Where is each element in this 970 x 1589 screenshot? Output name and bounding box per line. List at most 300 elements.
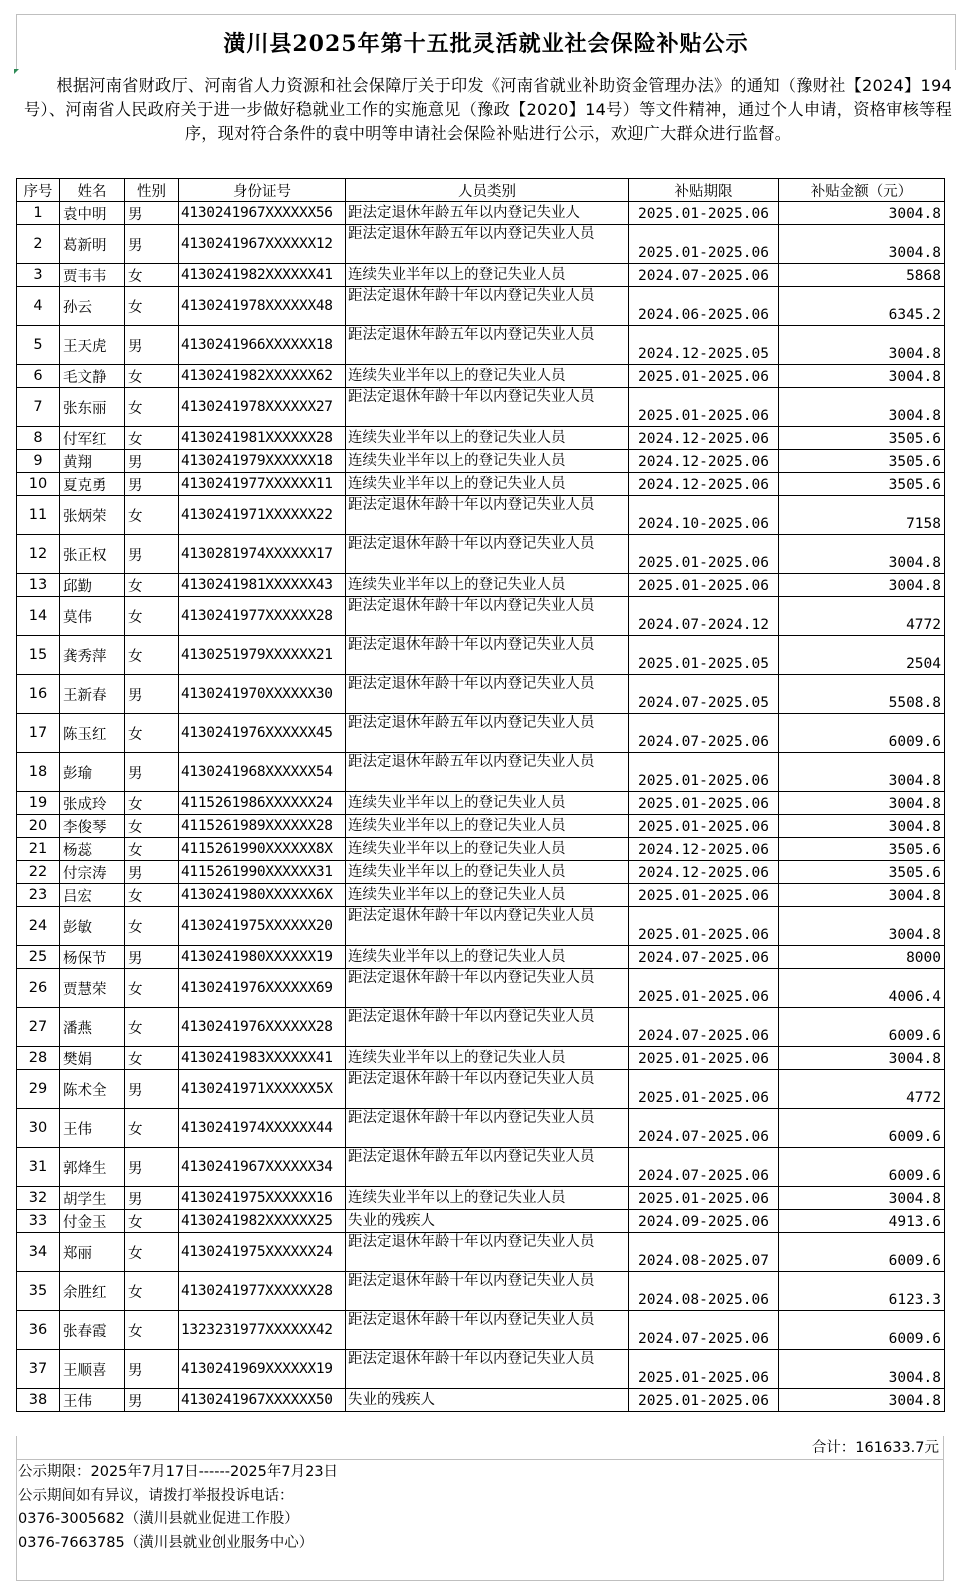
row-number: 18 — [17, 753, 60, 792]
person-category: 距法定退休年龄十年以内登记失业人员 — [346, 287, 629, 326]
gender: 男 — [125, 225, 179, 264]
table-row — [17, 597, 945, 636]
person-category: 距法定退休年龄五年以内登记失业人员 — [346, 326, 629, 365]
id-number: 4130241980XXXXXX6X — [179, 884, 346, 907]
person-category: 距法定退休年龄十年以内登记失业人员 — [346, 907, 629, 946]
subsidy-amount: 3505.6 — [779, 861, 945, 884]
id-number: 4130241976XXXXXX45 — [179, 714, 346, 753]
table-row — [17, 675, 945, 714]
subsidy-period: 2025.01-2025.06 — [629, 574, 779, 597]
subsidy-period: 2025.01-2025.06 — [629, 1070, 779, 1109]
gender: 女 — [125, 907, 179, 946]
subsidy-period: 2024.07-2025.05 — [629, 675, 779, 714]
table-row — [17, 287, 945, 326]
person-category: 失业的残疾人 — [346, 1389, 629, 1412]
id-number: 4130241966XXXXXX18 — [179, 326, 346, 365]
id-number: 4115261989XXXXXX28 — [179, 815, 346, 838]
subsidy-amount: 6345.2 — [779, 287, 945, 326]
person-name: 夏克勇 — [60, 473, 125, 496]
table-body — [17, 202, 945, 1412]
id-number: 4130241967XXXXXX50 — [179, 1389, 346, 1412]
subsidy-amount: 8000 — [779, 946, 945, 969]
gender: 女 — [125, 496, 179, 535]
subsidy-amount: 5508.8 — [779, 675, 945, 714]
person-name: 孙云 — [60, 287, 125, 326]
id-number: 4130241967XXXXXX56 — [179, 202, 346, 225]
id-number: 4115261990XXXXXX8X — [179, 838, 346, 861]
person-category: 连续失业半年以上的登记失业人员 — [346, 946, 629, 969]
table-row — [17, 1389, 945, 1412]
subsidy-period: 2024.09-2025.06 — [629, 1210, 779, 1233]
gender: 女 — [125, 636, 179, 675]
table-row — [17, 792, 945, 815]
table-row — [17, 1272, 945, 1311]
id-number: 4130241976XXXXXX69 — [179, 969, 346, 1008]
id-number: 4130251979XXXXXX21 — [179, 636, 346, 675]
person-category: 连续失业半年以上的登记失业人员 — [346, 427, 629, 450]
row-number: 19 — [17, 792, 60, 815]
subsidy-amount: 3505.6 — [779, 427, 945, 450]
id-number: 4130241977XXXXXX28 — [179, 1272, 346, 1311]
gender: 女 — [125, 1210, 179, 1233]
id-number: 4130241980XXXXXX19 — [179, 946, 346, 969]
person-category: 失业的残疾人 — [346, 1210, 629, 1233]
person-name: 付金玉 — [60, 1210, 125, 1233]
gender: 女 — [125, 287, 179, 326]
header-period: 补贴期限 — [629, 179, 779, 202]
person-category: 连续失业半年以上的登记失业人员 — [346, 884, 629, 907]
person-name: 李俊琴 — [60, 815, 125, 838]
subsidy-period: 2025.01-2025.06 — [629, 1047, 779, 1070]
id-number: 4130281974XXXXXX17 — [179, 535, 346, 574]
id-number: 4130241970XXXXXX30 — [179, 675, 346, 714]
person-name: 张成玲 — [60, 792, 125, 815]
gender: 女 — [125, 1272, 179, 1311]
subsidy-amount: 4772 — [779, 1070, 945, 1109]
row-number: 11 — [17, 496, 60, 535]
subsidy-amount: 3004.8 — [779, 365, 945, 388]
id-number: 4130241979XXXXXX18 — [179, 450, 346, 473]
table-row — [17, 574, 945, 597]
subsidy-amount: 3004.8 — [779, 884, 945, 907]
person-category: 距法定退休年龄五年以内登记失业人员 — [346, 753, 629, 792]
id-number: 4130241968XXXXXX54 — [179, 753, 346, 792]
gender: 女 — [125, 714, 179, 753]
subsidy-period: 2024.12-2025.05 — [629, 326, 779, 365]
id-number: 4130241982XXXXXX25 — [179, 1210, 346, 1233]
page-title: 潢川县2025年第十五批灵活就业社会保险补贴公示 — [16, 14, 956, 70]
row-number: 37 — [17, 1350, 60, 1389]
subsidy-amount: 2504 — [779, 636, 945, 675]
table-row — [17, 427, 945, 450]
id-number: 4130241982XXXXXX62 — [179, 365, 346, 388]
header-sex: 性别 — [125, 179, 179, 202]
person-name: 付军红 — [60, 427, 125, 450]
row-number: 17 — [17, 714, 60, 753]
person-name: 王伟 — [60, 1389, 125, 1412]
row-number: 21 — [17, 838, 60, 861]
id-number: 4130241967XXXXXX12 — [179, 225, 346, 264]
gender: 男 — [125, 535, 179, 574]
person-category: 距法定退休年龄十年以内登记失业人员 — [346, 1311, 629, 1350]
subsidy-amount: 3004.8 — [779, 388, 945, 427]
table-row — [17, 326, 945, 365]
subsidy-period: 2024.07-2025.06 — [629, 1311, 779, 1350]
subsidy-period: 2025.01-2025.06 — [629, 884, 779, 907]
person-name: 王顺喜 — [60, 1350, 125, 1389]
subsidy-amount: 3004.8 — [779, 1389, 945, 1412]
person-category: 连续失业半年以上的登记失业人员 — [346, 450, 629, 473]
gender: 女 — [125, 838, 179, 861]
person-name: 毛文静 — [60, 365, 125, 388]
table-row — [17, 1008, 945, 1047]
id-number: 4115261986XXXXXX24 — [179, 792, 346, 815]
row-number: 7 — [17, 388, 60, 427]
subsidy-period: 2024.07-2025.06 — [629, 264, 779, 287]
footer — [18, 1461, 948, 1555]
subsidy-amount: 6123.3 — [779, 1272, 945, 1311]
id-number: 4115261990XXXXXX31 — [179, 861, 346, 884]
gender: 女 — [125, 388, 179, 427]
id-number: 4130241974XXXXXX44 — [179, 1109, 346, 1148]
table-row — [17, 838, 945, 861]
subsidy-amount: 7158 — [779, 496, 945, 535]
table-row — [17, 636, 945, 675]
person-name: 莫伟 — [60, 597, 125, 636]
table-row — [17, 473, 945, 496]
row-number: 26 — [17, 969, 60, 1008]
id-number: 4130241971XXXXXX22 — [179, 496, 346, 535]
gender: 男 — [125, 326, 179, 365]
table-row — [17, 714, 945, 753]
row-number: 13 — [17, 574, 60, 597]
person-category: 距法定退休年龄五年以内登记失业人员 — [346, 714, 629, 753]
table-row — [17, 884, 945, 907]
row-number: 4 — [17, 287, 60, 326]
person-category: 距法定退休年龄十年以内登记失业人员 — [346, 496, 629, 535]
table-row — [17, 496, 945, 535]
row-number: 10 — [17, 473, 60, 496]
subsidy-period: 2025.01-2025.06 — [629, 753, 779, 792]
gender: 女 — [125, 884, 179, 907]
row-number: 25 — [17, 946, 60, 969]
person-name: 张春霞 — [60, 1311, 125, 1350]
table-row — [17, 946, 945, 969]
intro-paragraph: 根据河南省财政厅、河南省人力资源和社会保障厅关于印发《河南省就业补助资金管理办法》的通知（豫财社【2024】194号）、河南省人民政府关于进一步做好稳就业工作的实施意见（豫政【2020】14号）等文件精神，通过个人申请，资格审核等程序，现对符合条件的袁中明等申请社会保险补贴进行公示，欢迎广大群众进行监督。 — [24, 76, 952, 143]
row-number: 33 — [17, 1210, 60, 1233]
person-category: 连续失业半年以上的登记失业人员 — [346, 365, 629, 388]
table-row — [17, 815, 945, 838]
person-category: 距法定退休年龄十年以内登记失业人员 — [346, 1233, 629, 1272]
person-name: 贾慧荣 — [60, 969, 125, 1008]
row-number: 27 — [17, 1008, 60, 1047]
row-number: 15 — [17, 636, 60, 675]
gender: 女 — [125, 427, 179, 450]
person-category: 距法定退休年龄十年以内登记失业人员 — [346, 1350, 629, 1389]
gender: 女 — [125, 1008, 179, 1047]
person-name: 张正权 — [60, 535, 125, 574]
person-name: 葛新明 — [60, 225, 125, 264]
subsidy-period: 2024.12-2025.06 — [629, 473, 779, 496]
subsidy-period: 2025.01-2025.06 — [629, 1389, 779, 1412]
subsidy-amount: 4006.4 — [779, 969, 945, 1008]
subsidy-amount: 6009.6 — [779, 1109, 945, 1148]
row-number: 1 — [17, 202, 60, 225]
person-category: 连续失业半年以上的登记失业人员 — [346, 815, 629, 838]
person-name: 张东丽 — [60, 388, 125, 427]
row-number: 2 — [17, 225, 60, 264]
subsidy-period: 2025.01-2025.06 — [629, 969, 779, 1008]
subsidy-amount: 3004.8 — [779, 1187, 945, 1210]
person-name: 杨蕊 — [60, 838, 125, 861]
subsidy-amount: 3004.8 — [779, 815, 945, 838]
cell-comment-marker — [14, 69, 19, 74]
id-number: 4130241981XXXXXX43 — [179, 574, 346, 597]
person-category: 距法定退休年龄五年以内登记失业人员 — [346, 1148, 629, 1187]
objection-notice: 公示期间如有异议，请拨打举报投诉电话： — [18, 1487, 294, 1504]
subsidy-amount: 3004.8 — [779, 907, 945, 946]
subsidy-period: 2025.01-2025.06 — [629, 365, 779, 388]
gender: 男 — [125, 1389, 179, 1412]
table-row — [17, 1109, 945, 1148]
subsidy-amount: 3004.8 — [779, 225, 945, 264]
gender: 男 — [125, 473, 179, 496]
subsidy-amount: 6009.6 — [779, 1008, 945, 1047]
subsidy-period: 2025.01-2025.06 — [629, 815, 779, 838]
subsidy-amount: 3505.6 — [779, 838, 945, 861]
person-name: 付宗涛 — [60, 861, 125, 884]
person-name: 龚秀萍 — [60, 636, 125, 675]
person-name: 王天虎 — [60, 326, 125, 365]
subsidy-amount: 4772 — [779, 597, 945, 636]
person-category: 距法定退休年龄十年以内登记失业人员 — [346, 1109, 629, 1148]
row-number: 3 — [17, 264, 60, 287]
subsidy-period: 2025.01-2025.06 — [629, 388, 779, 427]
gender: 女 — [125, 1311, 179, 1350]
row-number: 9 — [17, 450, 60, 473]
person-name: 郑丽 — [60, 1233, 125, 1272]
subsidy-amount: 6009.6 — [779, 1148, 945, 1187]
person-name: 彭瑜 — [60, 753, 125, 792]
id-number: 4130241978XXXXXX27 — [179, 388, 346, 427]
table-row — [17, 907, 945, 946]
gender: 男 — [125, 1187, 179, 1210]
header-amount: 补贴金额（元） — [779, 179, 945, 202]
gender: 女 — [125, 365, 179, 388]
header-id: 身份证号 — [179, 179, 346, 202]
gender: 女 — [125, 574, 179, 597]
row-number: 16 — [17, 675, 60, 714]
person-category: 距法定退休年龄五年以内登记失业人员 — [346, 225, 629, 264]
person-name: 陈术全 — [60, 1070, 125, 1109]
person-name: 彭敏 — [60, 907, 125, 946]
person-name: 张炳荣 — [60, 496, 125, 535]
subsidy-period: 2025.01-2025.06 — [629, 907, 779, 946]
person-name: 吕宏 — [60, 884, 125, 907]
table-row — [17, 1311, 945, 1350]
phone-line-1: 0376-3005682（潢川县就业促进工作股） — [18, 1511, 299, 1527]
person-name: 邱勤 — [60, 574, 125, 597]
gender: 女 — [125, 1233, 179, 1272]
id-number: 4130241975XXXXXX20 — [179, 907, 346, 946]
subsidy-period: 2025.01-2025.06 — [629, 1187, 779, 1210]
row-number: 12 — [17, 535, 60, 574]
row-number: 8 — [17, 427, 60, 450]
person-category: 距法定退休年龄十年以内登记失业人员 — [346, 1272, 629, 1311]
person-category: 距法定退休年龄十年以内登记失业人员 — [346, 1070, 629, 1109]
subsidy-period: 2024.07-2025.06 — [629, 1109, 779, 1148]
gender: 女 — [125, 597, 179, 636]
person-category: 连续失业半年以上的登记失业人员 — [346, 792, 629, 815]
person-name: 胡学生 — [60, 1187, 125, 1210]
subsidy-period: 2025.01-2025.06 — [629, 792, 779, 815]
total-amount: 合计：161633.7元 — [16, 1436, 944, 1460]
gender: 女 — [125, 1109, 179, 1148]
person-category: 距法定退休年龄五年以内登记失业人 — [346, 202, 629, 225]
person-category: 连续失业半年以上的登记失业人员 — [346, 838, 629, 861]
id-number: 4130241969XXXXXX19 — [179, 1350, 346, 1389]
subsidy-amount: 5868 — [779, 264, 945, 287]
subsidy-amount: 3004.8 — [779, 574, 945, 597]
table-row — [17, 1187, 945, 1210]
table-row — [17, 450, 945, 473]
table-row — [17, 202, 945, 225]
gender: 男 — [125, 1070, 179, 1109]
subsidy-period: 2024.07-2025.06 — [629, 1148, 779, 1187]
row-number: 38 — [17, 1389, 60, 1412]
person-category: 距法定退休年龄十年以内登记失业人员 — [346, 636, 629, 675]
row-number: 22 — [17, 861, 60, 884]
person-category: 距法定退休年龄十年以内登记失业人员 — [346, 969, 629, 1008]
id-number: 1323231977XXXXXX42 — [179, 1311, 346, 1350]
subsidy-period: 2024.08-2025.07 — [629, 1233, 779, 1272]
subsidy-period: 2024.07-2025.06 — [629, 714, 779, 753]
id-number: 4130241967XXXXXX34 — [179, 1148, 346, 1187]
id-number: 4130241975XXXXXX24 — [179, 1233, 346, 1272]
gender: 女 — [125, 969, 179, 1008]
table-row — [17, 861, 945, 884]
subsidy-amount: 6009.6 — [779, 1311, 945, 1350]
subsidy-amount: 3004.8 — [779, 792, 945, 815]
subsidy-period: 2024.12-2025.06 — [629, 427, 779, 450]
person-category: 距法定退休年龄十年以内登记失业人员 — [346, 388, 629, 427]
row-number: 23 — [17, 884, 60, 907]
person-name: 郭烽生 — [60, 1148, 125, 1187]
gender: 女 — [125, 1047, 179, 1070]
row-number: 35 — [17, 1272, 60, 1311]
gender: 男 — [125, 202, 179, 225]
person-category: 距法定退休年龄十年以内登记失业人员 — [346, 535, 629, 574]
id-number: 4130241971XXXXXX5X — [179, 1070, 346, 1109]
table-row — [17, 753, 945, 792]
person-name: 王伟 — [60, 1109, 125, 1148]
person-category: 连续失业半年以上的登记失业人员 — [346, 1187, 629, 1210]
subsidy-amount: 3505.6 — [779, 473, 945, 496]
id-number: 4130241978XXXXXX48 — [179, 287, 346, 326]
subsidy-period: 2024.12-2025.06 — [629, 838, 779, 861]
header-name: 姓名 — [60, 179, 125, 202]
table-row — [17, 535, 945, 574]
subsidy-period: 2025.01-2025.06 — [629, 535, 779, 574]
id-number: 4130241977XXXXXX28 — [179, 597, 346, 636]
row-number: 20 — [17, 815, 60, 838]
subsidy-table — [16, 178, 945, 1412]
subsidy-amount: 3004.8 — [779, 1047, 945, 1070]
table-row — [17, 1233, 945, 1272]
person-category: 距法定退休年龄十年以内登记失业人员 — [346, 675, 629, 714]
gender: 男 — [125, 946, 179, 969]
header-category: 人员类别 — [346, 179, 629, 202]
gender: 男 — [125, 1148, 179, 1187]
row-number: 29 — [17, 1070, 60, 1109]
person-name: 潘燕 — [60, 1008, 125, 1047]
subsidy-amount: 6009.6 — [779, 1233, 945, 1272]
person-category: 连续失业半年以上的登记失业人员 — [346, 574, 629, 597]
subsidy-period: 2024.12-2025.06 — [629, 450, 779, 473]
subsidy-amount: 3004.8 — [779, 326, 945, 365]
header-no: 序号 — [17, 179, 60, 202]
person-category: 连续失业半年以上的登记失业人员 — [346, 1047, 629, 1070]
subsidy-amount: 3505.6 — [779, 450, 945, 473]
table-row — [17, 1047, 945, 1070]
person-name: 袁中明 — [60, 202, 125, 225]
subsidy-amount: 6009.6 — [779, 714, 945, 753]
gender: 男 — [125, 861, 179, 884]
table-header-row — [17, 179, 945, 202]
subsidy-period: 2025.01-2025.06 — [629, 225, 779, 264]
subsidy-amount: 3004.8 — [779, 753, 945, 792]
table-row — [17, 1210, 945, 1233]
person-name: 杨保节 — [60, 946, 125, 969]
subsidy-period: 2024.07-2024.12 — [629, 597, 779, 636]
id-number: 4130241983XXXXXX41 — [179, 1047, 346, 1070]
gender: 男 — [125, 675, 179, 714]
id-number: 4130241977XXXXXX11 — [179, 473, 346, 496]
subsidy-period: 2024.07-2025.06 — [629, 1008, 779, 1047]
person-name: 贾韦韦 — [60, 264, 125, 287]
table-row — [17, 388, 945, 427]
person-name: 王新春 — [60, 675, 125, 714]
subsidy-amount: 3004.8 — [779, 535, 945, 574]
phone-line-2: 0376-7663785（潢川县就业创业服务中心） — [18, 1534, 314, 1551]
person-category: 距法定退休年龄十年以内登记失业人员 — [346, 597, 629, 636]
subsidy-period: 2025.01-2025.06 — [629, 202, 779, 225]
person-category: 连续失业半年以上的登记失业人员 — [346, 264, 629, 287]
subsidy-period: 2024.07-2025.06 — [629, 946, 779, 969]
gender: 女 — [125, 815, 179, 838]
subsidy-period: 2025.01-2025.06 — [629, 1350, 779, 1389]
row-number: 30 — [17, 1109, 60, 1148]
table-row — [17, 264, 945, 287]
table-row — [17, 1070, 945, 1109]
row-number: 6 — [17, 365, 60, 388]
subsidy-period: 2025.01-2025.05 — [629, 636, 779, 675]
id-number: 4130241975XXXXXX16 — [179, 1187, 346, 1210]
subsidy-amount: 3004.8 — [779, 1350, 945, 1389]
person-category: 距法定退休年龄十年以内登记失业人员 — [346, 1008, 629, 1047]
table-row — [17, 225, 945, 264]
subsidy-amount: 4913.6 — [779, 1210, 945, 1233]
person-name: 樊娟 — [60, 1047, 125, 1070]
person-category: 连续失业半年以上的登记失业人员 — [346, 861, 629, 884]
table-row — [17, 1148, 945, 1187]
table-row — [17, 365, 945, 388]
person-name: 余胜红 — [60, 1272, 125, 1311]
id-number: 4130241982XXXXXX41 — [179, 264, 346, 287]
row-number: 36 — [17, 1311, 60, 1350]
row-number: 31 — [17, 1148, 60, 1187]
person-name: 陈玉红 — [60, 714, 125, 753]
